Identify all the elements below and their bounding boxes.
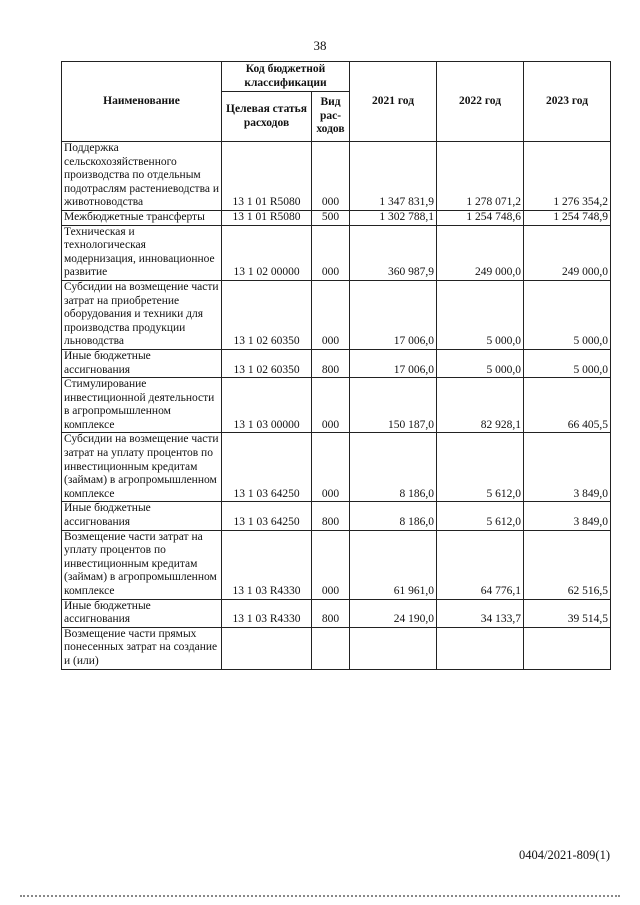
- row-expense-kind: [312, 627, 350, 669]
- row-value-2021: 61 961,0: [350, 530, 437, 599]
- row-value-2022: 5 612,0: [437, 433, 524, 502]
- row-value-2023: 5 000,0: [524, 349, 611, 377]
- row-target-article: 13 1 01 R5080: [222, 210, 312, 225]
- row-value-2022: 5 612,0: [437, 502, 524, 530]
- row-value-2022: 34 133,7: [437, 599, 524, 627]
- row-value-2021: [350, 627, 437, 669]
- header-target-article: Целевая статья расходов: [222, 92, 312, 142]
- row-expense-kind: 500: [312, 210, 350, 225]
- row-name: Иные бюджетные ассигнования: [62, 502, 222, 530]
- row-expense-kind: 000: [312, 433, 350, 502]
- row-expense-kind: 000: [312, 280, 350, 349]
- row-target-article: [222, 627, 312, 669]
- header-name: Наименование: [62, 62, 222, 142]
- row-value-2022: 1 278 071,2: [437, 142, 524, 211]
- page-number: 38: [313, 38, 327, 53]
- row-value-2022: 82 928,1: [437, 378, 524, 433]
- row-value-2023: 1 276 354,2: [524, 142, 611, 211]
- row-target-article: 13 1 02 60350: [222, 280, 312, 349]
- row-value-2022: 64 776,1: [437, 530, 524, 599]
- row-name: Иные бюджетные ассигнования: [62, 599, 222, 627]
- row-value-2023: 62 516,5: [524, 530, 611, 599]
- bottom-scan-rule: [20, 895, 620, 897]
- table-row: [62, 142, 611, 211]
- row-value-2023: [524, 627, 611, 669]
- row-value-2022: 5 000,0: [437, 349, 524, 377]
- row-name: Возмещение части прямых понесенных затрат на создание и (или): [62, 627, 222, 669]
- row-expense-kind: 800: [312, 349, 350, 377]
- row-value-2021: 8 186,0: [350, 502, 437, 530]
- row-target-article: 13 1 03 R4330: [222, 599, 312, 627]
- header-2021: 2021 год: [350, 62, 437, 142]
- table-row: [62, 225, 611, 280]
- budget-table: [61, 61, 611, 670]
- table-row: [62, 627, 611, 669]
- row-value-2021: 17 006,0: [350, 280, 437, 349]
- row-value-2023: 66 405,5: [524, 378, 611, 433]
- row-value-2023: 5 000,0: [524, 280, 611, 349]
- row-value-2021: 24 190,0: [350, 599, 437, 627]
- document-code: 0404/2021-809(1): [519, 848, 610, 862]
- row-value-2021: 1 302 788,1: [350, 210, 437, 225]
- row-value-2021: 8 186,0: [350, 433, 437, 502]
- table-row: [62, 378, 611, 433]
- row-target-article: 13 1 03 64250: [222, 433, 312, 502]
- table-row: [62, 599, 611, 627]
- row-name: Межбюджетные трансферты: [62, 210, 222, 225]
- table-row: [62, 502, 611, 530]
- row-expense-kind: 000: [312, 225, 350, 280]
- table-row: [62, 433, 611, 502]
- row-expense-kind: 800: [312, 502, 350, 530]
- row-value-2021: 360 987,9: [350, 225, 437, 280]
- header-2023: 2023 год: [524, 62, 611, 142]
- row-value-2023: 39 514,5: [524, 599, 611, 627]
- row-name: Субсидии на возмещение части затрат на уплату процентов по инвестиционным кредитам (займам) в агропромышленном комплексе: [62, 433, 222, 502]
- row-value-2022: [437, 627, 524, 669]
- table-row: [62, 210, 611, 225]
- row-name: Иные бюджетные ассигнования: [62, 349, 222, 377]
- row-value-2022: 1 254 748,6: [437, 210, 524, 225]
- row-value-2022: 249 000,0: [437, 225, 524, 280]
- row-expense-kind: 000: [312, 142, 350, 211]
- row-name: Стимулирование инвестиционной деятельности в агропромышленном комплексе: [62, 378, 222, 433]
- header-expense-kind: Вид рас-ходов: [312, 92, 350, 142]
- row-value-2023: 3 849,0: [524, 433, 611, 502]
- row-target-article: 13 1 01 R5080: [222, 142, 312, 211]
- row-value-2021: 150 187,0: [350, 378, 437, 433]
- row-expense-kind: 000: [312, 530, 350, 599]
- table-row: [62, 349, 611, 377]
- row-target-article: 13 1 02 60350: [222, 349, 312, 377]
- row-name: Техническая и технологическая модернизация, инновационное развитие: [62, 225, 222, 280]
- row-expense-kind: 800: [312, 599, 350, 627]
- row-target-article: 13 1 02 00000: [222, 225, 312, 280]
- row-value-2023: 3 849,0: [524, 502, 611, 530]
- row-name: Возмещение части затрат на уплату процентов по инвестиционным кредитам (займам) в агропромышленном комплексе: [62, 530, 222, 599]
- row-value-2021: 1 347 831,9: [350, 142, 437, 211]
- row-expense-kind: 000: [312, 378, 350, 433]
- table-row: [62, 530, 611, 599]
- row-target-article: 13 1 03 64250: [222, 502, 312, 530]
- header-2022: 2022 год: [437, 62, 524, 142]
- row-target-article: 13 1 03 00000: [222, 378, 312, 433]
- row-value-2022: 5 000,0: [437, 280, 524, 349]
- row-target-article: 13 1 03 R4330: [222, 530, 312, 599]
- header-code-group: Код бюджетной классификации: [222, 62, 350, 92]
- row-name: Поддержка сельскохозяйственного производства по отдельным подотраслям растениеводства и животноводства: [62, 142, 222, 211]
- row-name: Субсидии на возмещение части затрат на приобретение оборудования и техники для производства продукции льноводства: [62, 280, 222, 349]
- row-value-2023: 249 000,0: [524, 225, 611, 280]
- table-row: [62, 280, 611, 349]
- row-value-2023: 1 254 748,9: [524, 210, 611, 225]
- row-value-2021: 17 006,0: [350, 349, 437, 377]
